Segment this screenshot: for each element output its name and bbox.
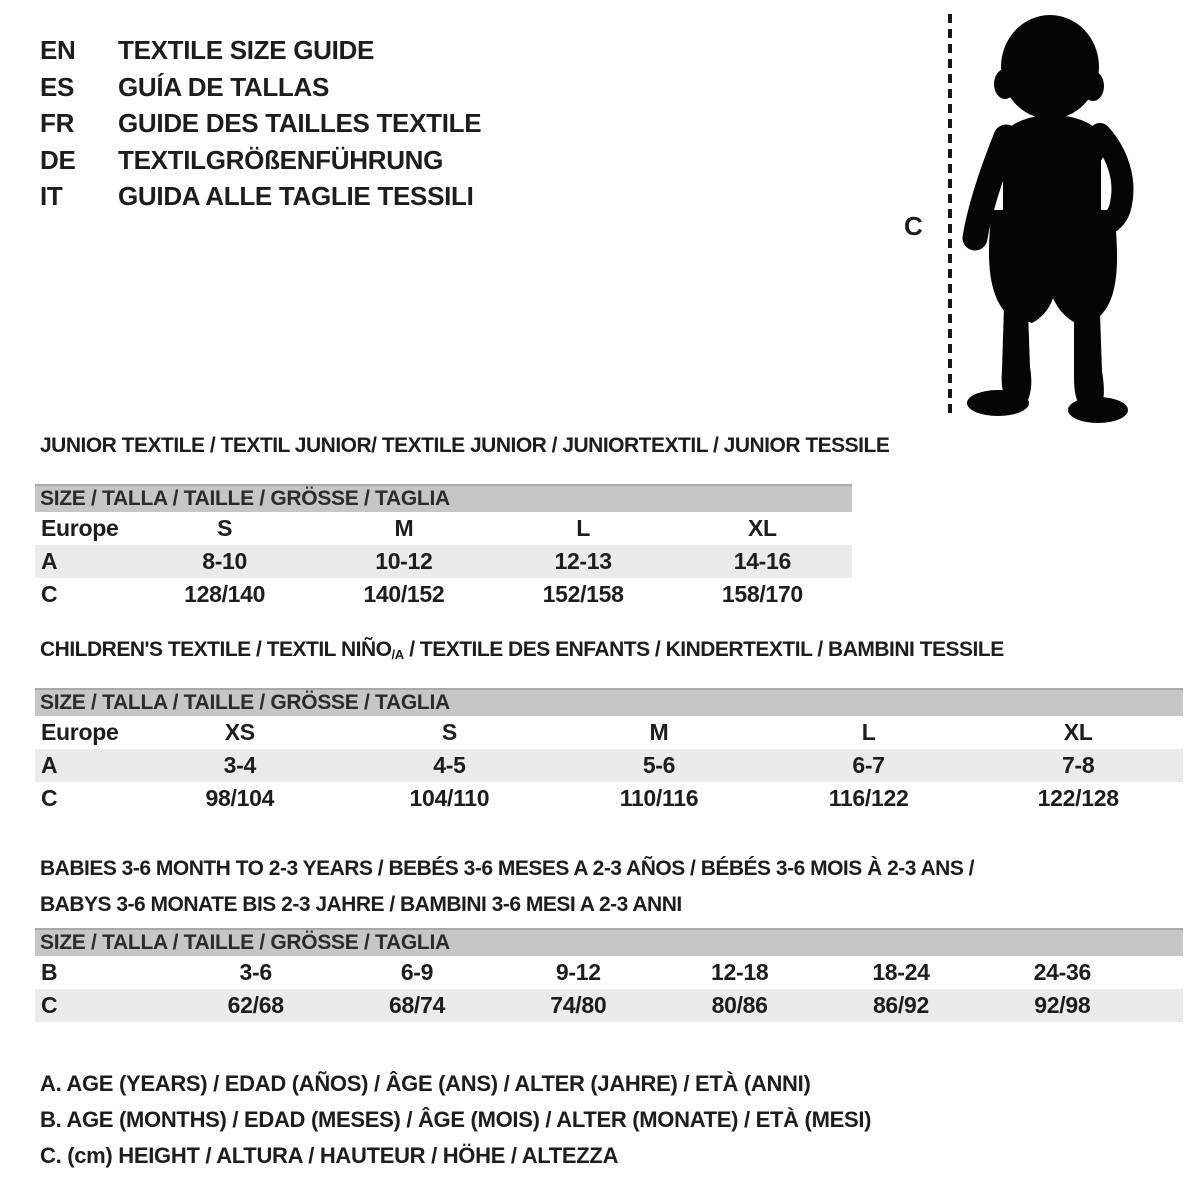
size-value-cell: 110/116 [619, 785, 699, 811]
size-value-cell: XL [747, 515, 777, 541]
size-value-cell: 3-4 [135, 749, 345, 782]
row-label-cell: B [41, 959, 58, 985]
junior-size-table [35, 484, 852, 611]
height-measure-line [948, 14, 952, 414]
size-value-cell: 12-13 [494, 545, 673, 578]
table-row [35, 512, 852, 545]
table-row [35, 545, 852, 578]
language-title: GUIDE DES TAILLES TEXTILE [118, 108, 482, 138]
size-value-cell: 128/140 [184, 581, 266, 607]
size-value-cell: 104/110 [409, 785, 490, 811]
junior-section-title: JUNIOR TEXTILE / TEXTIL JUNIOR/ TEXTILE JUNIOR / JUNIORTEXTIL / JUNIOR TESSILE [40, 434, 890, 457]
size-value-cell: 86/92 [820, 989, 981, 1022]
babies-size-table [35, 928, 1183, 1022]
table-row [35, 956, 1183, 989]
size-value-cell: 80/86 [659, 989, 820, 1022]
language-row [40, 69, 481, 106]
language-code: IT [40, 181, 63, 211]
size-value-cell: 6-9 [400, 959, 434, 985]
row-label-cell: C [35, 989, 175, 1022]
row-label-cell: A [35, 749, 135, 782]
size-value-cell: L [861, 719, 876, 745]
table-row [35, 716, 1183, 749]
size-value-cell: M [649, 719, 669, 745]
size-value-cell: 18-24 [872, 959, 930, 985]
size-value-cell: 92/98 [982, 989, 1143, 1022]
size-value-cell: 9-12 [555, 959, 601, 985]
table-row [35, 578, 852, 611]
language-code: EN [40, 35, 76, 65]
row-label-cell: Europe [41, 515, 119, 541]
size-value-cell: 4-5 [345, 749, 555, 782]
children-size-header-bar: SIZE / TALLA / TAILLE / GRÖSSE / TAGLIA [35, 688, 1183, 716]
row-label-cell: Europe [41, 719, 119, 745]
size-value-cell: 7-8 [973, 749, 1183, 782]
row-label-cell: C [41, 581, 58, 607]
size-value-cell: 68/74 [336, 989, 497, 1022]
size-value-cell: L [576, 515, 590, 541]
language-title: TEXTILGRÖßENFÜHRUNG [118, 144, 444, 175]
size-value-cell: 140/152 [363, 581, 445, 607]
spacer-cell [1143, 956, 1183, 989]
size-value-cell: 116/122 [828, 785, 909, 811]
legend [40, 1066, 871, 1174]
legend-line-b: B. AGE (MONTHS) / EDAD (MESES) / ÂGE (MOIS) / ALTER (MONATE) / ETÀ (MESI) [40, 1107, 872, 1132]
height-marker-label: C [904, 211, 923, 241]
size-value-cell: 12-18 [710, 959, 769, 985]
children-size-table [35, 688, 1183, 815]
size-value-cell: 10-12 [314, 545, 493, 578]
language-title: GUIDA ALLE TAGLIE TESSILI [118, 181, 474, 211]
size-value-cell: XS [224, 719, 255, 745]
size-value-cell: M [394, 515, 414, 541]
children-title-part2: / TEXTILE DES ENFANTS / KINDERTEXTIL / BAMBINI TESSILE [403, 638, 1004, 661]
table-row [35, 989, 1183, 1022]
size-value-cell: 3-6 [239, 959, 272, 985]
babies-section-title [40, 851, 974, 923]
language-row [40, 105, 481, 142]
language-row [40, 178, 481, 215]
size-value-cell: 8-10 [135, 545, 314, 578]
size-value-cell: 14-16 [673, 545, 852, 578]
babies-title-line2: BABYS 3-6 MONATE BIS 2-3 JAHRE / BAMBINI 3-6 MESI A 2-3 ANNI [40, 893, 682, 916]
toddler-silhouette-icon [962, 12, 1142, 424]
size-guide-header [40, 32, 481, 215]
table-row [35, 782, 1183, 815]
size-value-cell: 62/68 [175, 989, 336, 1022]
language-row [40, 32, 481, 69]
size-value-cell: 24-36 [1033, 959, 1091, 985]
row-label-cell: C [41, 785, 58, 811]
size-value-cell: 152/158 [542, 581, 624, 607]
legend-line-c: C. (cm) HEIGHT / ALTURA / HAUTEUR / HÖHE / ALTEZZA [40, 1143, 619, 1168]
language-code: DE [40, 144, 76, 175]
size-value-cell: 98/104 [205, 785, 275, 811]
children-section-title [40, 638, 1004, 662]
language-code: ES [40, 71, 75, 102]
children-title-part1: CHILDREN'S TEXTILE / TEXTIL NIÑO [40, 638, 392, 661]
language-title: TEXTILE SIZE GUIDE [118, 35, 375, 65]
size-value-cell: S [441, 719, 457, 745]
size-value-cell: 122/128 [1037, 785, 1119, 811]
language-code: FR [40, 108, 75, 138]
junior-size-header-bar: SIZE / TALLA / TAILLE / GRÖSSE / TAGLIA [35, 484, 852, 512]
language-title: GUÍA DE TALLAS [118, 71, 330, 102]
babies-size-header-bar: SIZE / TALLA / TAILLE / GRÖSSE / TAGLIA [35, 928, 1183, 956]
size-value-cell: XL [1063, 719, 1093, 745]
size-value-cell: 5-6 [554, 749, 764, 782]
language-row [40, 142, 481, 179]
table-row [35, 749, 1183, 782]
size-value-cell: 6-7 [764, 749, 974, 782]
children-title-sub: /A [391, 647, 404, 662]
size-value-cell: 158/170 [721, 581, 803, 607]
size-value-cell: S [217, 515, 233, 541]
babies-title-line1: BABIES 3-6 MONTH TO 2-3 YEARS / BEBÉS 3-6 MESES A 2-3 AÑOS / BÉBÉS 3-6 MOIS À 2-3 ANS / [40, 857, 975, 880]
row-label-cell: A [35, 545, 135, 578]
size-value-cell: 74/80 [498, 989, 659, 1022]
spacer-cell [1143, 989, 1183, 1022]
legend-line-a: A. AGE (YEARS) / EDAD (AÑOS) / ÂGE (ANS) / ALTER (JAHRE) / ETÀ (ANNI) [40, 1071, 811, 1096]
